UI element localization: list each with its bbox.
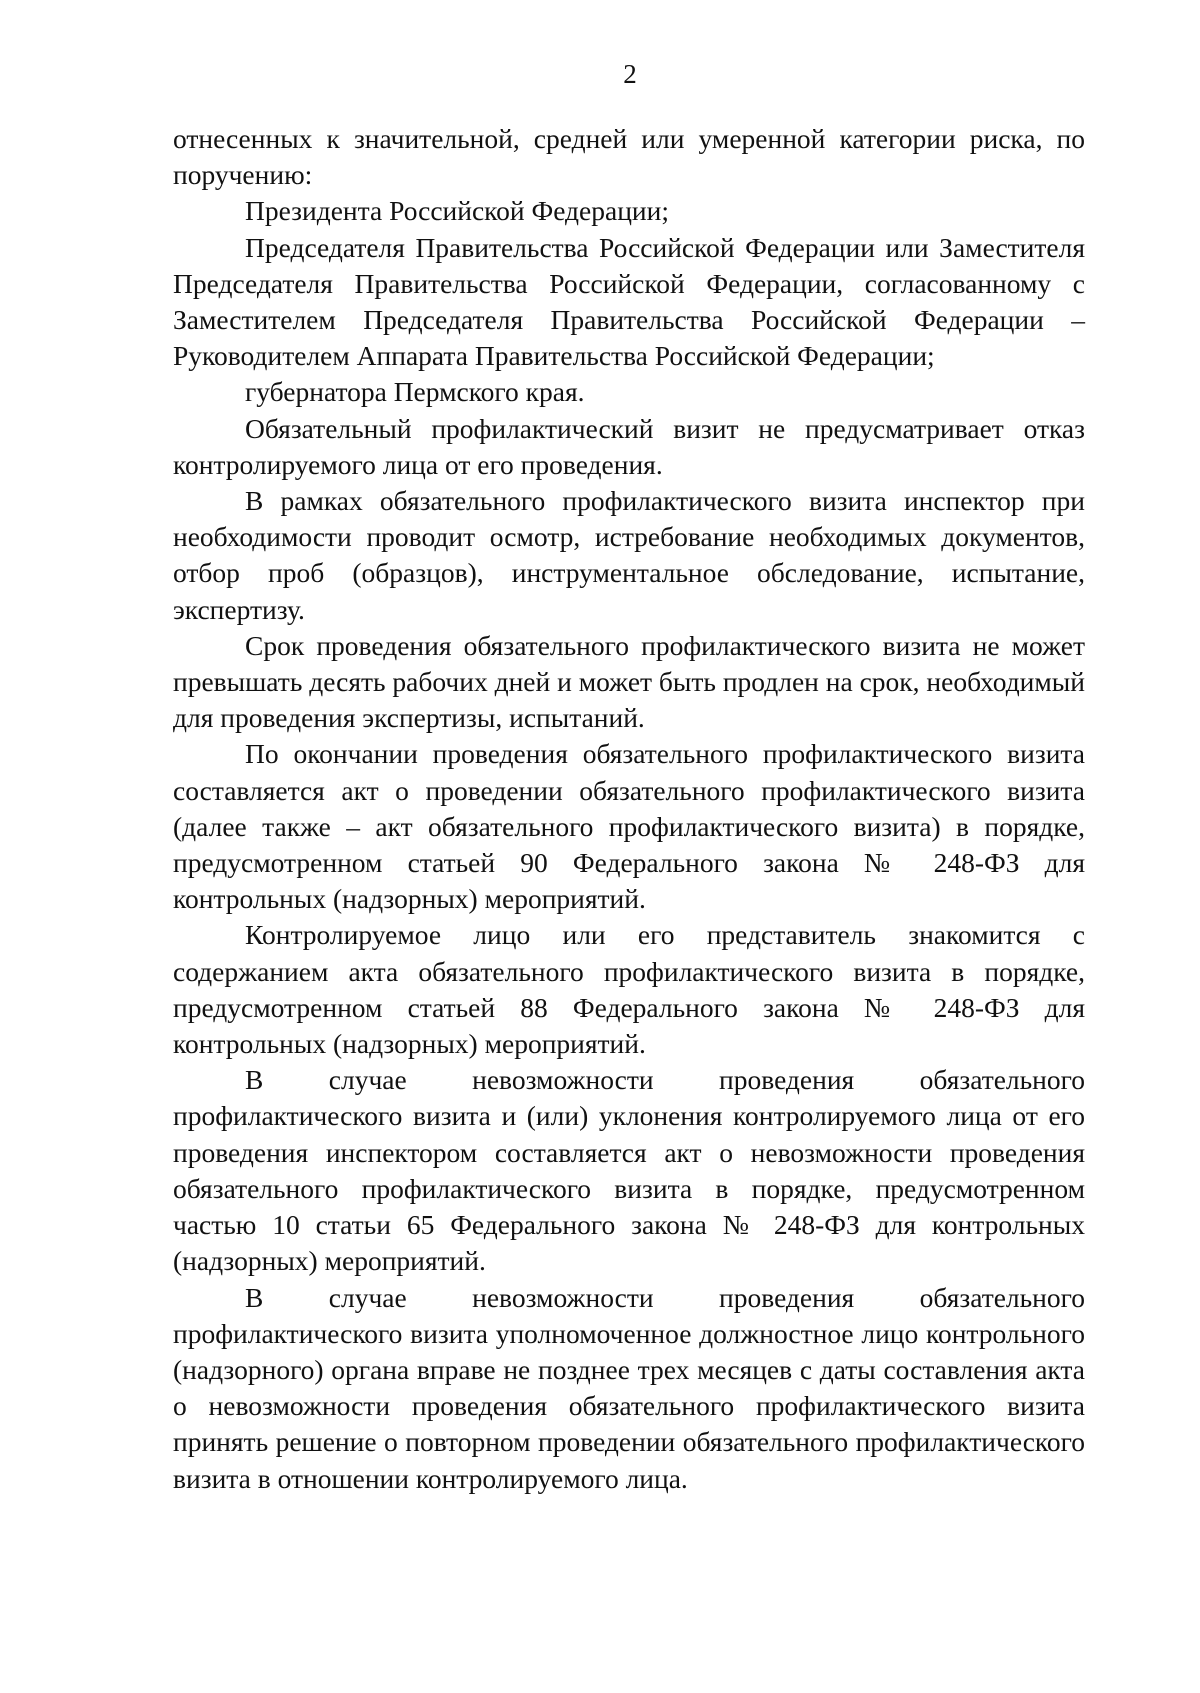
paragraph-governor: губернатора Пермского края. bbox=[245, 376, 585, 408]
paragraph-visit-duration: Срок проведения обязательного профилактического визита не может превышать десять рабочих дней и может быть продлен на срок, необходимый для проведения экспертизы, испытаний. bbox=[173, 629, 1085, 734]
paragraph-visit-act: По окончании проведения обязательного профилактического визита составляется акт о проведении обязательного профилактического визита (далее также – акт обязательного профилактического визита) в порядке, предусмотренном статьей 90 Федерального закона № 248-ФЗ для контрольных (надзорных) мероприятий. bbox=[173, 738, 1085, 915]
paragraph-act-familiarization: Контролируемое лицо или его представитель знакомится с содержанием акта обязательного профилактического визита в порядке, предусмотренном статьей 88 Федерального закона № 248-ФЗ для контрольных (надзорных) мероприятий. bbox=[173, 919, 1085, 1060]
paragraph-repeat-visit: В случае невозможности проведения обязательного профилактического визита уполномоченное должностное лицо контрольного (надзорного) органа вправе не позднее трех месяцев с даты составления акта о невозможности проведения обязательного профилактического визита принять решение о повторном проведении обязательного профилактического визита в отношении контролируемого лица. bbox=[173, 1281, 1085, 1494]
page-number: 2 bbox=[623, 59, 637, 89]
paragraph-continuation: отнесенных к значительной, средней или умеренной категории риска, по поручению: bbox=[173, 123, 1085, 191]
paragraph-impossibility-act: В случае невозможности проведения обязательного профилактического визита и (или) уклонения контролируемого лица от его проведения инспектором составляется акт о невозможности проведения обязательного профилактического визита в порядке, предусмотренном частью 10 статьи 65 Федерального закона № 248-ФЗ для контрольных (надзорных) мероприятий. bbox=[173, 1064, 1085, 1277]
paragraph-inspector-actions: В рамках обязательного профилактического визита инспектор при необходимости проводит осмотр, истребование необходимых документов, отбор проб (образцов), инструментальное обследование, испытание, экспертизу. bbox=[173, 485, 1085, 625]
paragraph-president: Президента Российской Федерации; bbox=[245, 195, 669, 227]
document-body bbox=[173, 121, 1085, 1497]
paragraph-government-chair: Председателя Правительства Российской Федерации или Заместителя Председателя Правительства Российской Федерации, согласованному с Заместителем Председателя Правительства Российской Федерации – Руководителем Аппарата Правительства Российской Федерации; bbox=[173, 231, 1085, 372]
paragraph-no-refusal: Обязательный профилактический визит не предусматривает отказ контролируемого лица от его проведения. bbox=[173, 412, 1085, 480]
